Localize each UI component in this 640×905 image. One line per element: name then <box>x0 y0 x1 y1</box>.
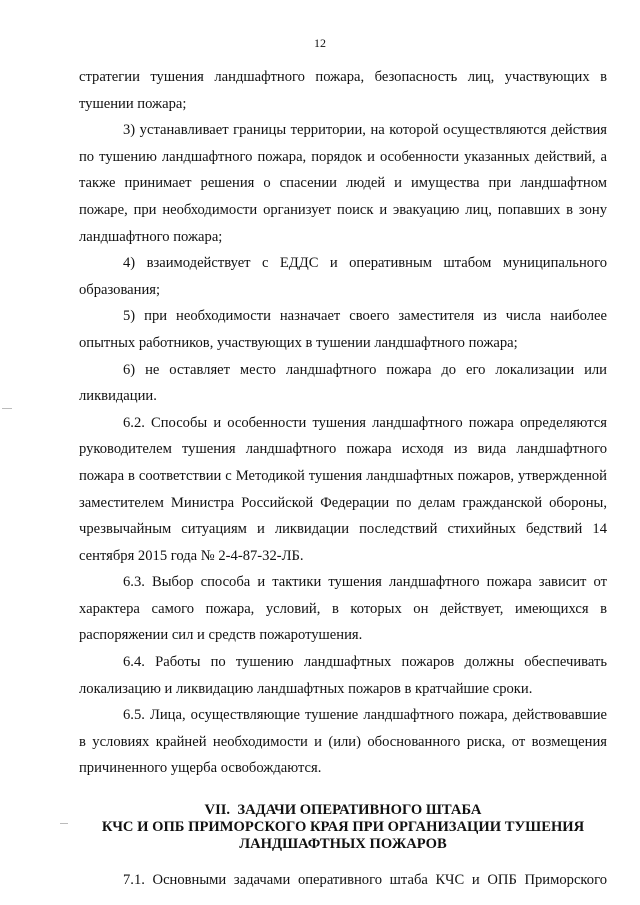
paragraph-item-6: 6) не оставляет место ландшафтного пожара до его локализации или ликвидации. <box>79 361 607 405</box>
paragraph-item-5: 5) при необходимости назначает своего заместителя из числа наиболее опытных работников, участвующих в тушении ландшафтного пожара; <box>79 308 607 351</box>
paragraph-6-2: 6.2. Способы и особенности тушения ландшафтного пожара определяются руководителем тушения ландшафтного пожара исходя из вида ландшафтного пожара в соответствии с Методикой тушения ландшафтных пожаров, утвержденной заместителем Министра Российской Федерации по делам гражданской обороны, чрезвычайным ситуациям и ликвидации последствий стихийных бедствий 14 сентября 2015 года № 2-4-87-32-ЛБ. <box>79 414 607 564</box>
section-heading-line-3: ЛАНДШАФТНЫХ ПОЖАРОВ <box>239 836 447 853</box>
section-heading-line-1: VII. ЗАДАЧИ ОПЕРАТИВНОГО ШТАБА <box>204 802 482 819</box>
paragraph-6-5: 6.5. Лица, осуществляющие тушение ландшафтного пожара, действовавшие в условиях крайней необходимости и (или) обоснованного риска, от возмещения причиненного ущерба освобождаются. <box>79 707 607 777</box>
paragraph-item-4: 4) взаимодействует с ЕДДС и оперативным штабом муниципального образования; <box>79 255 607 298</box>
paragraph-6-4: 6.4. Работы по тушению ландшафтных пожаров должны обеспечивать локализацию и ликвидацию ландшафтных пожаров в кратчайшие сроки. <box>79 654 607 697</box>
page-number: 12 <box>314 36 326 50</box>
section-heading <box>79 802 607 853</box>
scan-margin-mark <box>2 408 12 409</box>
paragraph-7-1: 7.1. Основными задачами оперативного штаба КЧС и ОПБ Приморского <box>123 872 607 889</box>
paragraph-continuation: стратегии тушения ландшафтного пожара, безопасность лиц, участвующих в тушении пожара; <box>79 69 607 112</box>
paragraph-item-3: 3) устанавливает границы территории, на которой осуществляются действия по тушению ландшафтного пожара, порядок и особенности указанных действий, а также принимает решения о спасении людей и имущества при ландшафтном пожаре, при необходимости организует поиск и эвакуацию лиц, попавших в зону ландшафтного пожара; <box>79 122 607 245</box>
scan-margin-mark <box>60 823 68 824</box>
document-body <box>79 64 607 894</box>
section-heading-line-2: КЧС И ОПБ ПРИМОРСКОГО КРАЯ ПРИ ОРГАНИЗАЦИИ ТУШЕНИЯ <box>101 819 585 836</box>
paragraph-6-3: 6.3. Выбор способа и тактики тушения ландшафтного пожара зависит от характера самого пожара, условий, в которых он действует, имеющихся в распоряжении сил и средств пожаротушения. <box>79 574 607 644</box>
